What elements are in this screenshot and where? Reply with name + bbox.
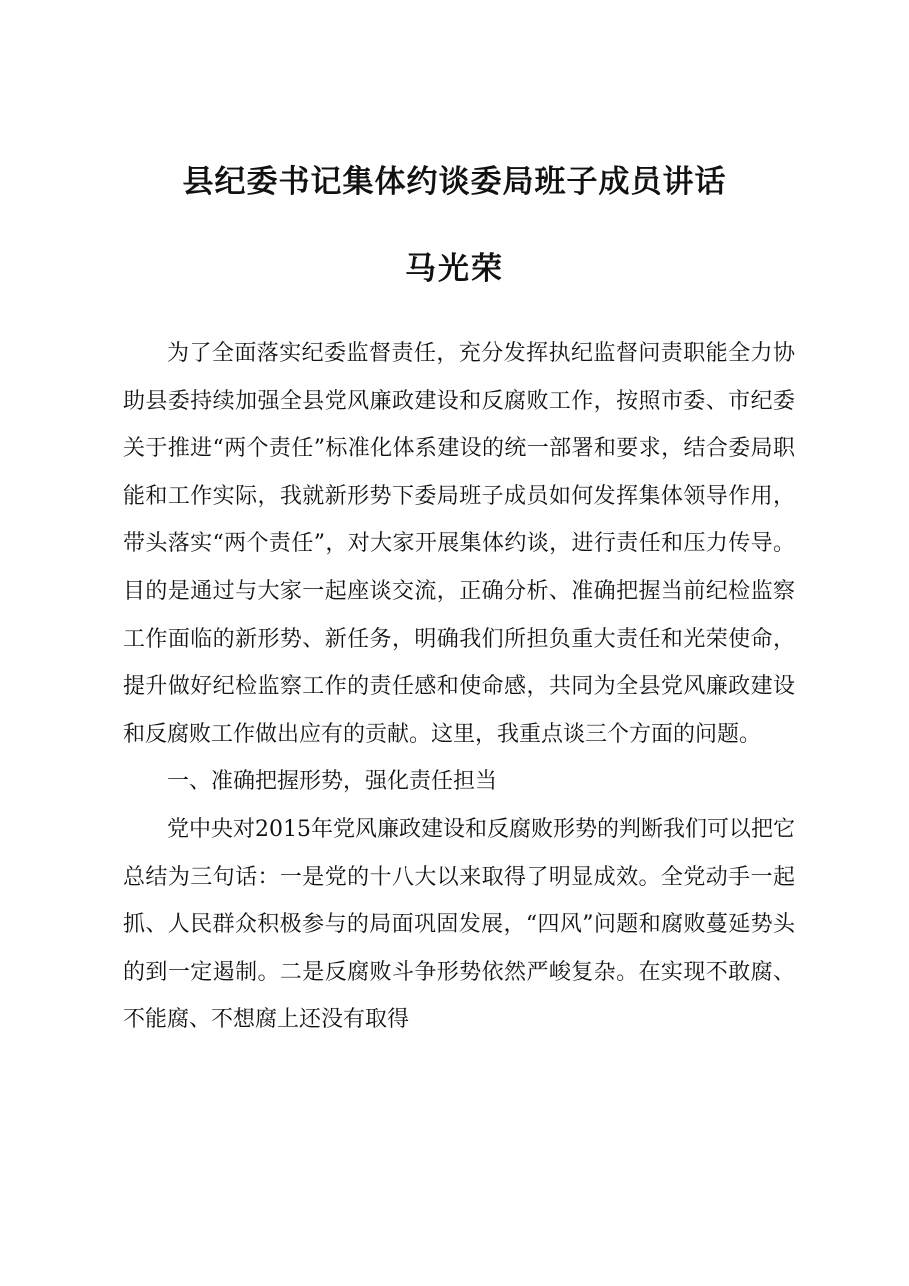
paragraph-intro: 为了全面落实纪委监督责任，充分发挥执纪监督问责职能全力协助县委持续加强全县党风廉政建设和反腐败工作，按照市委、市纪委关于推进“两个责任”标准化体系建设的统一部署和要求，结合委局职能和工作实际，我就新形势下委局班子成员如何发挥集体领导作用，带头落实“两个责任”，对大家开展集体约谈，进行责任和压力传导。目的是通过与大家一起座谈交流，正确分析、准确把握当前纪检监察工作面临的新形势、新任务，明确我们所担负重大责任和光荣使命，提升做好纪检监察工作的责任感和使命感，共同为全县党风廉政建设和反腐败工作做出应有的贡献。这里，我重点谈三个方面的问题。 — [123, 341, 795, 747]
document-title: 县纪委书记集体约谈委局班子成员讲话 — [182, 164, 727, 200]
document-body — [123, 330, 795, 1044]
paragraph-situation: 党中央对2015年党风廉政建设和反腐败形势的判断我们可以把它总结为三句话：一是党的十八大以来取得了明显成效。全党动手一起抓、人民群众积极参与的局面巩固发展，“四风”问题和腐败蔓延势头的到一定遏制。二是反腐败斗争形势依然严峻复杂。在实现不敢腐、不能腐、不想腐上还没有取得 — [123, 816, 795, 1033]
author-name: 马光荣 — [405, 251, 504, 287]
section-heading-1: 一、准确把握形势，强化责任担当 — [167, 769, 498, 795]
